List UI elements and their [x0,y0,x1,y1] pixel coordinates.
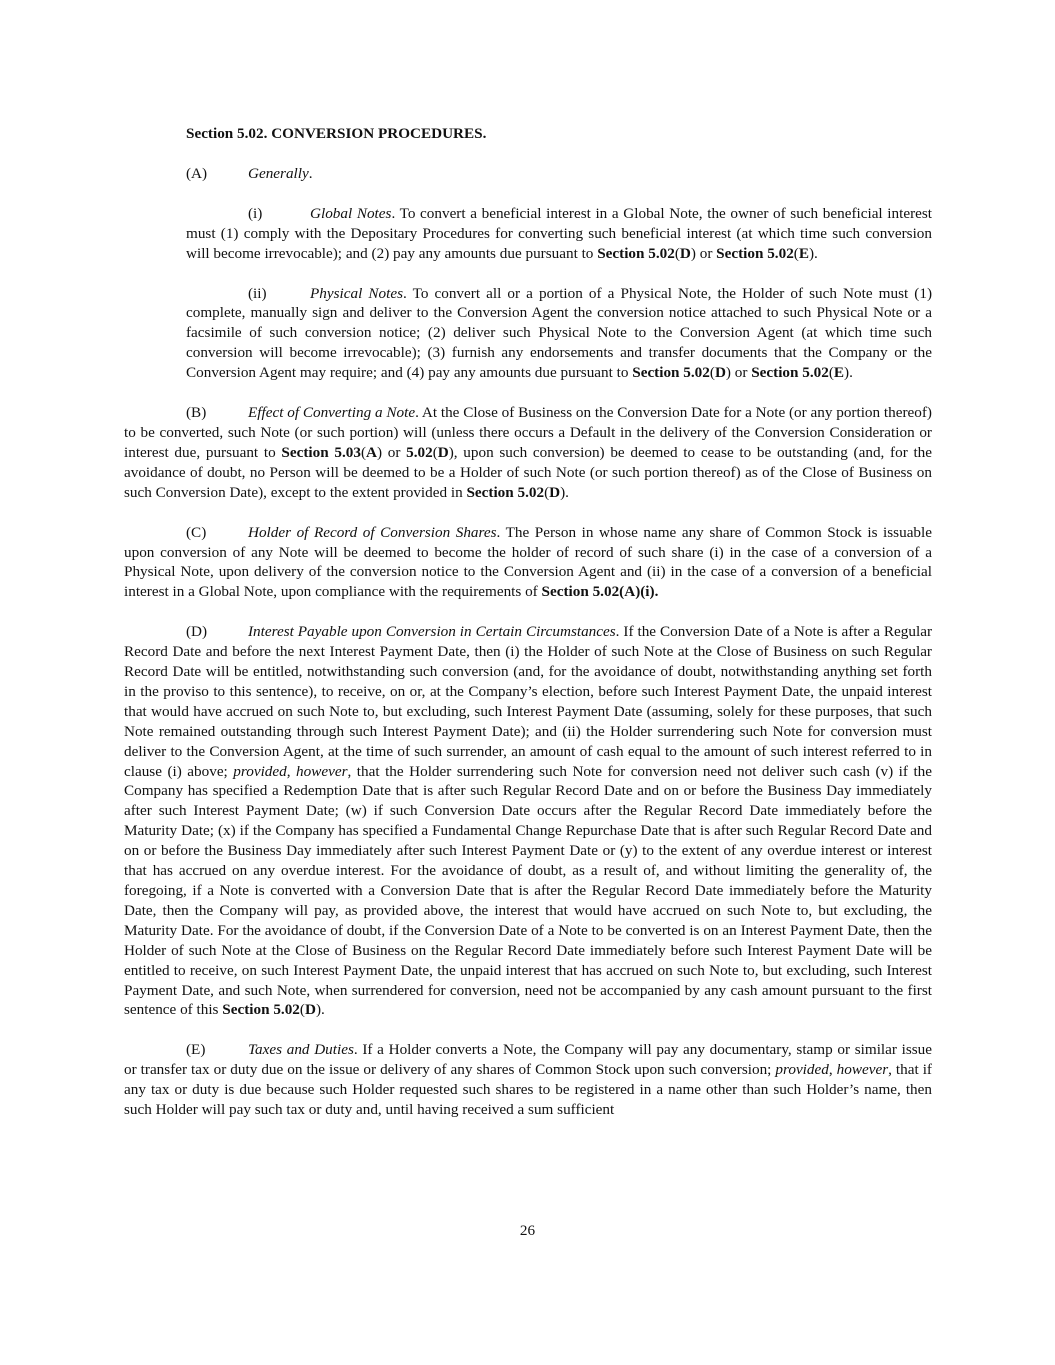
ref-paren: ). [809,244,818,262]
ref-paren: ( [360,443,366,461]
ref-paren: ). [560,483,569,501]
paragraph-a [186,164,932,184]
paragraph-d-title: Interest Payable upon Conversion in Certain Circumstances [248,623,616,641]
ref-or: or [730,364,752,382]
ref-section: Section 5.02 [597,244,675,262]
paragraph-e [124,1040,932,1120]
paragraph-a-ii [186,284,932,384]
ref-section: Section 5.02 [466,483,545,501]
paragraph-a-period: . [308,164,313,182]
paragraph-c-title: Holder of Record of Conversion Shares [248,523,497,541]
paragraph-a-i-title: Global Notes [310,204,392,222]
paragraph-b [124,403,932,503]
ref-letter: D [679,244,691,262]
ref-letter: D [549,483,561,501]
however-word: however [296,762,348,780]
ref-paren: ( [709,364,715,382]
paragraph-b-text-2: , upon such conversion) be deemed to cease to be outstanding (and, for the avoidance of doubt, no Person will be deemed to be a Holder of such Note (or such portion thereof) as of the Close of Business on such Conversion Date), except to the extent provided in [124,443,933,501]
paragraph-a-i [186,204,932,264]
ref-paren: ( [544,483,550,501]
paragraph-a-i-text: . To convert a beneficial interest in a Global Note, the owner of such beneficial interest must (1) comply with the Depositary Procedures for converting such beneficial interest (at which time such conversion will become irrevocable); and (2) pay any amounts due pursuant to [186,204,932,262]
page-number: 26 [519,1222,536,1239]
paragraph-e-text-2: , that if any tax or duty is due because such Holder requested such shares to be registered in a name other than such Holder’s name, then such Holder will pay such tax or duty and, until having received a sum sufficient [124,1061,932,1119]
paragraph-b-label: (B) [186,404,207,422]
however-word: however [836,1061,889,1079]
ref-section: Section 5.02 [716,244,794,262]
paragraph-a-title: Generally [248,164,309,182]
paragraph-c-text: . The Person in whose name any share of Common Stock is issuable upon conversion of any Note will be deemed to become the holder of record of such share (i) in the case of a conversion of a Physical Note, upon delivery of the conversion notice to the Conversion Agent and (ii) in the case of a conversion of a beneficial interest in a Global Note, upon compliance with the requirements of [124,523,932,601]
paragraph-a-i-label: (i) [248,204,263,222]
ref-letter: D [304,1001,316,1019]
ref-section: Section 5.02 [222,1001,300,1019]
paragraph-b-text: . At the Close of Business on the Conversion Date for a Note (or any portion thereof) to be converted, such Note (or such portion) will (unless there occurs a Default in the delivery of the Conversion Consideration or interest due, pursuant to [124,404,932,461]
document-page [124,124,932,1120]
ref-section: Section 5.02(A)(i) [541,583,655,601]
ref-paren: ( [793,244,799,262]
ref-paren: ) [725,364,731,382]
ref-section: Section 5.02 [751,364,829,382]
comma: , [286,762,297,780]
ref-section: 5.02 [406,443,433,461]
ref-paren: ( [828,364,834,382]
ref-section: Section 5.02 [632,364,710,382]
ref-paren: ) [690,244,696,262]
paragraph-b-title: Effect of Converting a Note [248,404,416,422]
paragraph-d-text: . If the Conversion Date of a Note is after a Regular Record Date and before the next Interest Payment Date, then (i) the Holder of such Note at the Close of Business on such Regular Record Date will be entitled, notwithstanding such conversion (and, for the avoidance of doubt, notwithstanding anything set forth in the proviso to this sentence), to receive, on or, at the Company’s election, before such Interest Payment Date, the unpaid interest that would have accrued on such Note to, but excluding, such Interest Payment Date (assuming, solely for these purposes, that such Note remained outstanding through such Interest Payment Date); and (ii) the Holder surrendering such Note for conversion must deliver to the Conversion Agent, at the time of such surrender, an amount of cash equal to the amount of such interest referred to in clause (i) above; [124,623,933,780]
ref-paren: ). [315,1001,325,1019]
ref-paren: ( [674,244,680,262]
paragraph-c [124,523,932,603]
ref-letter: D [714,364,726,382]
ref-period: . [654,583,659,601]
paragraph-e-title: Taxes and Duties [248,1041,354,1059]
provided-word: provided [233,762,287,780]
paragraph-a-ii-label: (ii) [248,284,267,302]
ref-paren: ). [844,364,853,382]
paragraph-a-ii-text: . To convert all or a portion of a Physical Note, the Holder of such Note must (1) complete, manually sign and deliver to the Conversion Agent the conversion notice attached to such Physical Note or a facsimile of such conversion notice; (2) deliver such Physical Note to the Conversion Agent (at which time such conversion will become irrevocable); (3) furnish any endorsements and transfer documents that the Company or the Conversion Agent may require; and (4) pay any amounts due pursuant to [186,284,932,382]
paragraph-a-label: (A) [186,164,208,182]
ref-section: Section 5.03 [281,443,361,461]
paragraph-e-text: . If a Holder converts a Note, the Company will pay any documentary, stamp or similar issue or transfer tax or duty due on the issue or delivery of any shares of Common Stock upon such conversion; [124,1041,932,1079]
provided-word: provided [775,1061,829,1079]
ref-letter: A [366,443,377,461]
ref-letter: D [437,443,449,461]
paragraph-c-label: (C) [186,523,207,541]
comma: , [828,1061,837,1079]
ref-or: or [695,244,717,262]
paragraph-a-ii-title: Physical Notes [310,284,403,302]
paragraph-d [124,622,932,1020]
section-heading: Section 5.02. CONVERSION PROCEDURES. [186,125,487,142]
ref-paren: ( [432,443,438,461]
ref-letter: E [798,244,809,262]
paragraph-d-text-2: , that the Holder surrendering such Note for conversion need not deliver such cash (v) if the Company has specified a Redemption Date that is after such Regular Record Date and on or before the Business Day immediately after such Interest Payment Date; (w) if such Conversion Date occurs after the Regular Record Date immediately before the Maturity Date; (x) if the Company has specified a Fundamental Change Repurchase Date that is after such Regular Record Date and on or before the Business Day immediately after such Interest Payment Date or (y) to the extent of any overdue interest or interest that has accrued on any overdue interest. For the avoidance of doubt, as a result of, and without limiting the generality of, the foregoing, if a Note is converted with a Conversion Date that is after the Regular Record Date immediately before the Maturity Date, then the Company will pay, as provided above, the interest that would have accrued on such Note to, but excluding, the Maturity Date. For the avoidance of doubt, if the Conversion Date of a Note to be converted is on an Interest Payment Date, then the Holder of such Note at the Close of Business on the Regular Record Date immediately before such Interest Payment Date will be entitled to receive, on such Interest Payment Date, the unpaid interest that has accrued on such Note to, but excluding, such Interest Payment Date, and such Note, when surrendered for conversion, need not be accompanied by any cash amount pursuant to the first sentence of this [124,762,933,1019]
paragraph-e-label: (E) [186,1041,206,1059]
ref-paren: ( [299,1001,305,1019]
paragraph-d-label: (D) [186,623,208,641]
ref-or: or [382,443,407,461]
ref-paren: ) [376,443,383,461]
ref-letter: E [833,364,845,382]
ref-paren: ) [448,443,454,461]
